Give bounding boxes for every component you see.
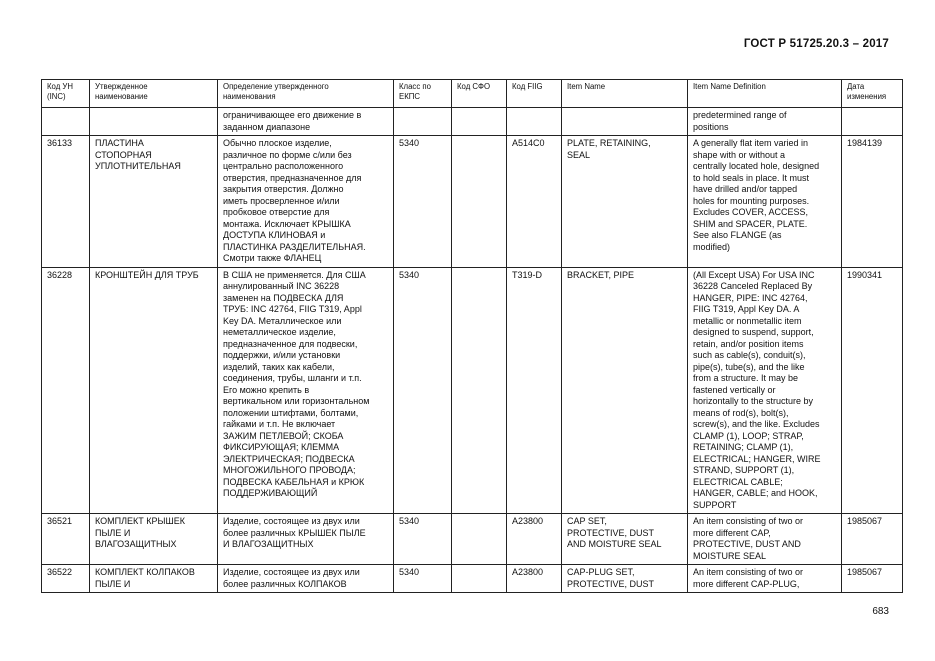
table-row [42, 136, 903, 268]
cell-inc: 36228 [42, 267, 90, 514]
table-row [42, 108, 903, 136]
cell-inc: 36521 [42, 514, 90, 565]
col-header-def-en: Item Name Definition [688, 80, 842, 108]
cell-name-ru: ПЛАСТИНА СТОПОРНАЯ УПЛОТНИТЕЛЬНАЯ [90, 136, 218, 268]
cell-fiig: A23800 [507, 565, 562, 593]
cell-class: 5340 [394, 267, 452, 514]
cell-item-name [562, 108, 688, 136]
cell-sfo [452, 565, 507, 593]
cell-item-name: PLATE, RETAINING, SEAL [562, 136, 688, 268]
cell-sfo [452, 514, 507, 565]
cell-name-ru: КОМПЛЕКТ КОЛПАКОВ ПЫЛЕ И [90, 565, 218, 593]
cell-def-en: A generally flat item varied in shape with or without a centrally located hole, designed to hold seals in place. It must have drilled and/or tapped holes for mounting purposes. Excludes COVER, ACCESS, SHIM and SPACER, PLATE. See also FLANGE (as modified) [688, 136, 842, 268]
col-header-fiig: Код FIIG [507, 80, 562, 108]
cell-def-ru: ограничивающее его движение в заданном диапазоне [218, 108, 394, 136]
table-row [42, 514, 903, 565]
items-table [41, 79, 903, 593]
col-header-item-name: Item Name [562, 80, 688, 108]
table-row [42, 267, 903, 514]
cell-sfo [452, 108, 507, 136]
cell-def-ru: Изделие, состоящее из двух или более различных КОЛПАКОВ [218, 565, 394, 593]
col-header-inc: Код УН (INC) [42, 80, 90, 108]
cell-date: 1990341 [842, 267, 903, 514]
table-row [42, 565, 903, 593]
cell-fiig: A23800 [507, 514, 562, 565]
cell-sfo [452, 136, 507, 268]
cell-class: 5340 [394, 136, 452, 268]
col-header-sfo: Код СФО [452, 80, 507, 108]
col-header-date: Дата изменения [842, 80, 903, 108]
cell-def-en: (All Except USA) For USA INC 36228 Canceled Replaced By HANGER, PIPE: INC 42764, FIIG T319, Appl Key DA. A metallic or nonmetallic item designed to suspend, support, retain, and/or position items such as cable(s), conduit(s), pipe(s), tube(s), and the like from a structure. It may be fastened vertically or horizontally to the structure by means of rod(s), bolt(s), screw(s), and the like. Excludes CLAMP (1), LOOP; STRAP, RETAINING; CLAMP (1), ELECTRICAL; HANGER, WIRE STRAND, SUPPORT (1), ELECTRICAL CABLE; HANGER, CABLE; and HOOK, SUPPORT [688, 267, 842, 514]
cell-name-ru [90, 108, 218, 136]
col-header-class: Класс по ЕКПС [394, 80, 452, 108]
cell-item-name: CAP SET, PROTECTIVE, DUST AND MOISTURE SEAL [562, 514, 688, 565]
cell-name-ru: КОМПЛЕКТ КРЫШЕК ПЫЛЕ И ВЛАГОЗАЩИТНЫХ [90, 514, 218, 565]
cell-date: 1985067 [842, 565, 903, 593]
cell-sfo [452, 267, 507, 514]
document-header: ГОСТ Р 51725.20.3 – 2017 [743, 38, 889, 50]
cell-def-en: An item consisting of two or more different CAP, PROTECTIVE, DUST AND MOISTURE SEAL [688, 514, 842, 565]
cell-date [842, 108, 903, 136]
cell-def-ru: Обычно плоское изделие, различное по форме с/или без центрально расположенного отверстия, предназначенное для закрытия отверстия. Должно иметь просверленное и/или пробковое отверстие для монтажа. Исключает КРЫШКА ДОСТУПА КЛИНОВАЯ и ПЛАСТИНКА РАЗДЕЛИТЕЛЬНАЯ. Смотри также ФЛАНЕЦ [218, 136, 394, 268]
cell-date: 1985067 [842, 514, 903, 565]
cell-class: 5340 [394, 565, 452, 593]
page-number: 683 [872, 606, 889, 617]
cell-def-ru: Изделие, состоящее из двух или более различных КРЫШЕК ПЫЛЕ И ВЛАГОЗАЩИТНЫХ [218, 514, 394, 565]
table-header-row [42, 80, 903, 108]
cell-def-en: An item consisting of two or more different CAP-PLUG, [688, 565, 842, 593]
cell-inc: 36522 [42, 565, 90, 593]
cell-class: 5340 [394, 514, 452, 565]
col-header-def-ru: Определение утвержденного наименования [218, 80, 394, 108]
cell-inc [42, 108, 90, 136]
cell-inc: 36133 [42, 136, 90, 268]
cell-def-ru: В США не применяется. Для США аннулированный INC 36228 заменен на ПОДВЕСКА ДЛЯ ТРУБ: INC 42764, FIIG T319, Appl Key DA. Металлическое или неметаллическое изделие, предназначенное для подвески, поддержки, и/или установки изделий, таких как кабели, соединения, трубы, шланги и т.п. Его можно крепить в вертикальном или горизонтальном положении штифтами, болтами, гайками и т.п. Не включает ЗАЖИМ ПЕТЛЕВОЙ; СКОБА ФИКСИРУЮЩАЯ; КЛЕММА ЭЛЕКТРИЧЕСКАЯ; ПОДВЕСКА МНОГОЖИЛЬНОГО ПРОВОДА; ПОДВЕСКА КАБЕЛЬНАЯ и КРЮК ПОДДЕРЖИВАЮЩИЙ [218, 267, 394, 514]
cell-def-en: predetermined range of positions [688, 108, 842, 136]
cell-class [394, 108, 452, 136]
cell-fiig: A514C0 [507, 136, 562, 268]
cell-name-ru: КРОНШТЕЙН ДЛЯ ТРУБ [90, 267, 218, 514]
col-header-name-ru: Утвержденное наименование [90, 80, 218, 108]
cell-item-name: BRACKET, PIPE [562, 267, 688, 514]
cell-date: 1984139 [842, 136, 903, 268]
cell-fiig [507, 108, 562, 136]
cell-fiig: T319-D [507, 267, 562, 514]
cell-item-name: CAP-PLUG SET, PROTECTIVE, DUST [562, 565, 688, 593]
